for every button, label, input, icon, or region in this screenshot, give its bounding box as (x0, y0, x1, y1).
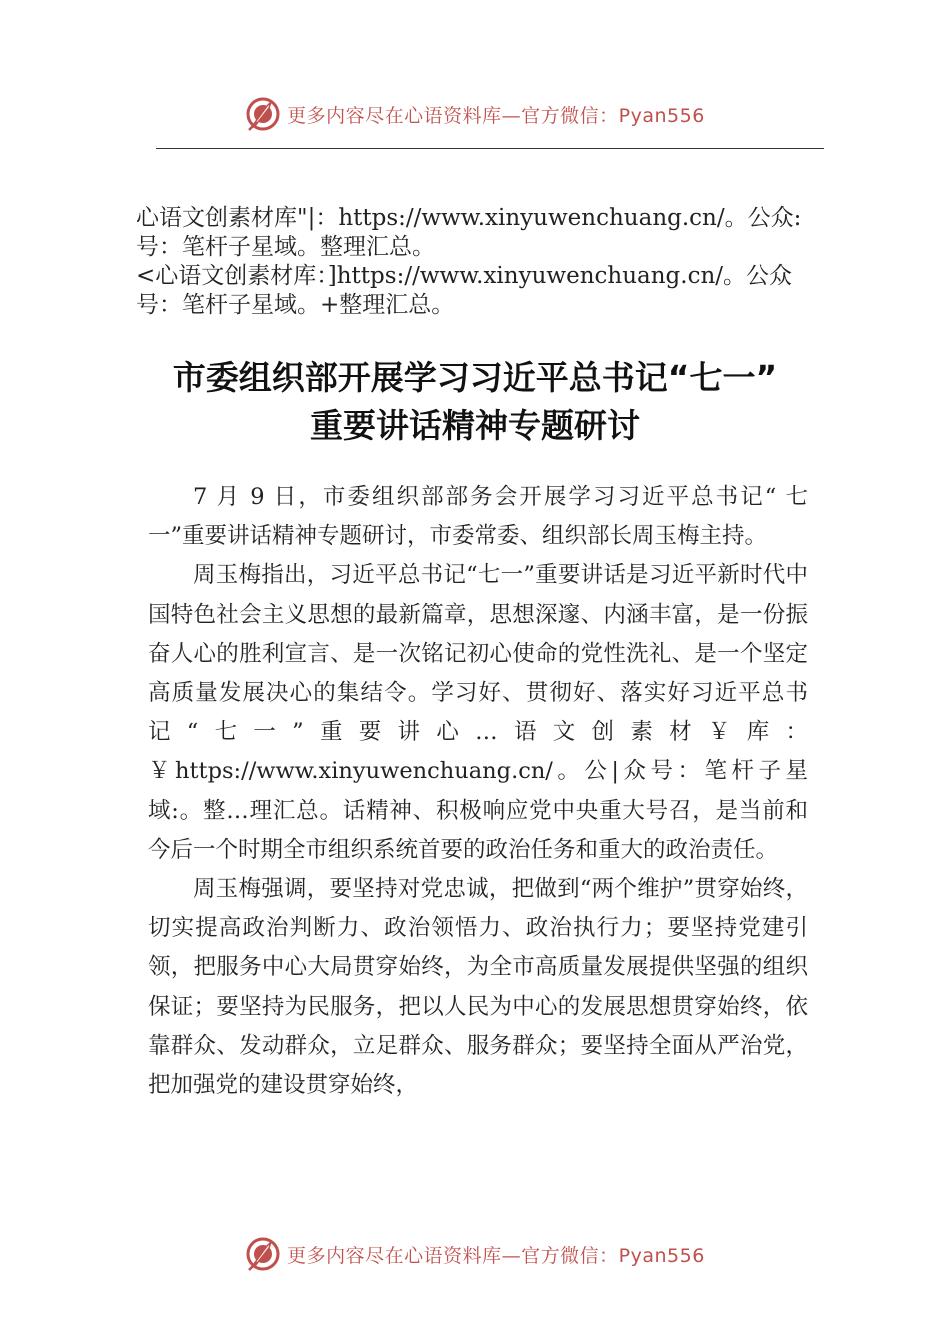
quill-logo-icon (245, 1236, 281, 1272)
wechat-id: Pyan556 (618, 1244, 705, 1267)
article-paragraph: 7 月 9 日，市委组织部部务会开展学习习近平总书记“ 七一”重要讲话精神专题研讨，市委常委、组织部长周玉梅主持。 (148, 484, 808, 550)
article-body (148, 478, 808, 1105)
header-banner-text: 更多内容尽在心语资料库—官方微信：Pyan556 (287, 104, 705, 127)
article-title-line2: 重要讲话精神专题研讨 (310, 406, 640, 445)
header-divider (156, 148, 824, 149)
watermark-line: 号：笔杆子星域。+整理汇总。 (136, 292, 455, 318)
quill-logo-icon (245, 96, 281, 132)
wechat-id: Pyan556 (618, 104, 705, 127)
article-title-line1: 市委组织部开展学习习近平总书记“七一” (172, 358, 778, 397)
header-banner (0, 92, 950, 136)
footer-banner (0, 1232, 950, 1276)
footer-banner-text: 更多内容尽在心语资料库—官方微信：Pyan556 (287, 1244, 705, 1267)
watermark-line: 号：笔杆子星域。整理汇总。 (136, 234, 435, 260)
watermark-line: 心语文创素材库"|：https://www.xinyuwenchuang.cn/。公众: (136, 205, 802, 231)
source-watermark-block (136, 204, 836, 320)
article-paragraph: 周玉梅强调，要坚持对党忠诚，把做到“两个维护”贯穿始终，切实提高政治判断力、政治领悟力、政治执行力；要坚持党建引领，把服务中心大局贯穿始终，为全市高质量发展提供坚强的组织保证；要坚持为民服务，把以人民为中心的发展思想贯穿始终，依靠群众、发动群众，立足群众、服务群众；要坚持全面从严治党，把加强党的建设贯穿始终， (148, 876, 808, 1099)
article-paragraph: 周玉梅指出，习近平总书记“七一”重要讲话是习近平新时代中国特色社会主义思想的最新篇章，思想深邃、内涵丰富，是一份振奋人心的胜利宣言、是一次铭记初心使命的党性洗礼、是一个坚定高质量发展决心的集结令。学习好、贯彻好、落实好习近平总书记“七一”重要讲心…语文创素材￥库：￥https://www.xinyuwenchuang.cn/。公|众号：笔杆子星域:。整…理汇总。话精神、积极响应党中央重大号召，是当前和今后一个时期全市组织系统首要的政治任务和重大的政治责任。 (148, 562, 808, 863)
watermark-line: <心语文创素材库：]https://www.xinyuwenchuang.cn/。公众 (136, 263, 793, 289)
